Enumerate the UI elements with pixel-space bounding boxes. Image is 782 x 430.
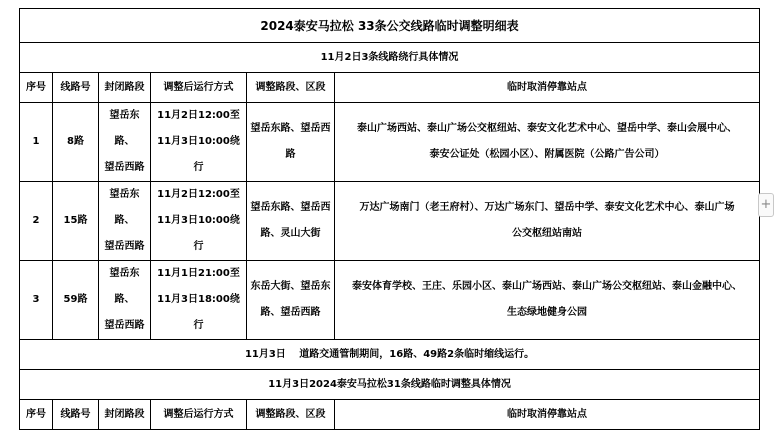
row-segment-line: 路、望岳西路: [260, 307, 321, 318]
row-mode-line: 11月2日12:00至: [157, 189, 240, 200]
row-closed: [99, 103, 151, 182]
section-row: [20, 43, 760, 73]
col-header-line: 线路号: [53, 73, 99, 103]
row-segment: [247, 261, 335, 340]
title-row: [20, 9, 760, 43]
bus-adjustment-table: [19, 8, 760, 430]
row-mode-line: 11月3日10:00绕行: [157, 136, 240, 173]
col-header-mode: 调整后运行方式: [151, 400, 247, 430]
row-line: 15路: [53, 182, 99, 261]
section-heading: 11月3日2024泰安马拉松31条线路临时调整具体情况: [20, 370, 760, 400]
row-segment-line: 路、灵山大街: [260, 228, 321, 239]
row-stops-line: 泰安体育学校、王庄、乐园小区、泰山广场西站、泰山广场公交枢纽站、泰山金融中心、: [352, 281, 743, 292]
row-closed-line: 望岳西路: [104, 162, 145, 173]
row-closed-line: 望岳东路、: [109, 268, 140, 305]
row-no: 1: [20, 103, 53, 182]
row-segment: [247, 182, 335, 261]
row-segment-line: 路: [285, 149, 296, 160]
table-row: [20, 182, 760, 261]
row-stops-line: 生态绿地健身公园: [507, 307, 588, 318]
row-mode: [151, 182, 247, 261]
col-header-stops: 临时取消停靠站点: [335, 73, 760, 103]
col-header-no: 序号: [20, 73, 53, 103]
header-row: [20, 400, 760, 430]
row-line: 8路: [53, 103, 99, 182]
col-header-mode: 调整后运行方式: [151, 73, 247, 103]
row-segment-line: 东岳大街、望岳东: [250, 281, 331, 292]
add-button[interactable]: +: [758, 193, 774, 217]
row-segment-line: 望岳东路、望岳西: [250, 202, 331, 213]
row-stops: [335, 103, 760, 182]
row-mode-line: 11月3日10:00绕行: [157, 215, 240, 252]
section-row: [20, 370, 760, 400]
header-row: [20, 73, 760, 103]
col-header-closed: 封闭路段: [99, 400, 151, 430]
row-segment: [247, 103, 335, 182]
col-header-no: 序号: [20, 400, 53, 430]
col-header-line: 线路号: [53, 400, 99, 430]
row-stops-line: 泰山广场西站、泰山广场公交枢纽站、泰安文化艺术中心、望岳中学、泰山会展中心、: [357, 123, 738, 134]
row-stops: [335, 182, 760, 261]
row-stops-line: 万达广场南门（老王府村）、万达广场东门、望岳中学、泰安文化艺术中心、泰山广场: [359, 202, 735, 213]
table-row: [20, 261, 760, 340]
row-stops: [335, 261, 760, 340]
col-header-segment: 调整路段、区段: [247, 400, 335, 430]
row-mode: [151, 103, 247, 182]
col-header-segment: 调整路段、区段: [247, 73, 335, 103]
row-line: 59路: [53, 261, 99, 340]
row-stops-line: 公交枢纽站南站: [512, 228, 583, 239]
row-closed-line: 望岳东路、: [109, 189, 140, 226]
note-row: [20, 340, 760, 370]
table-row: [20, 103, 760, 182]
row-closed: [99, 261, 151, 340]
row-closed-line: 望岳西路: [104, 241, 145, 252]
row-closed-line: 望岳西路: [104, 320, 145, 331]
row-stops-line: 泰安公证处（松园小区）、附属医院（公路广告公司）: [429, 149, 665, 160]
row-mode-line: 11月1日21:00至: [157, 268, 240, 279]
section-heading: 11月2日3条线路绕行具体情况: [20, 43, 760, 73]
row-mode: [151, 261, 247, 340]
row-closed: [99, 182, 151, 261]
row-segment-line: 望岳东路、望岳西: [250, 123, 331, 134]
col-header-stops: 临时取消停靠站点: [335, 400, 760, 430]
row-closed-line: 望岳东路、: [109, 110, 140, 147]
row-no: 2: [20, 182, 53, 261]
control-note: 11月3日 道路交通管制期间，16路、49路2条临时缩线运行。: [20, 340, 760, 370]
row-no: 3: [20, 261, 53, 340]
col-header-closed: 封闭路段: [99, 73, 151, 103]
row-mode-line: 11月2日12:00至: [157, 110, 240, 121]
row-mode-line: 11月3日18:00绕行: [157, 294, 240, 331]
document-title: 2024泰安马拉松 33条公交线路临时调整明细表: [20, 9, 760, 43]
